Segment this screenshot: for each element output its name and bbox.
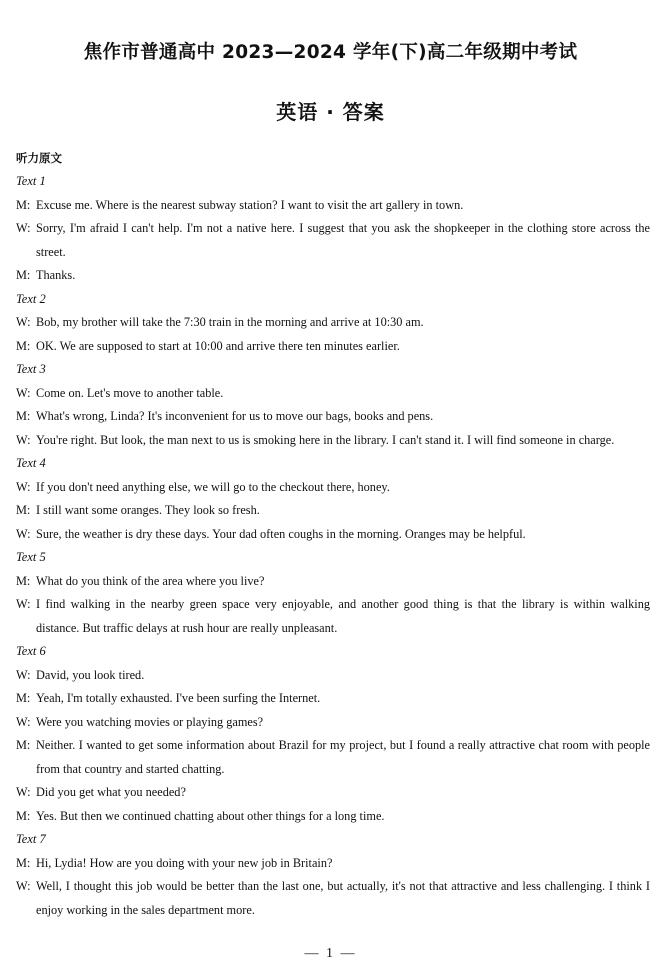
dialogue-text: Were you watching movies or playing games?	[36, 714, 264, 729]
speaker-label: M:	[16, 338, 31, 353]
dialogue-line	[16, 429, 650, 453]
transcript-body	[16, 170, 650, 922]
dialogue-text: Sure, the weather is dry these days. Your dad often coughs in the morning. Oranges may be helpful.	[36, 526, 526, 541]
dialogue-line	[16, 499, 650, 523]
dialogue-line	[16, 734, 650, 781]
dialogue-text: Sorry, I'm afraid I can't help. I'm not a native here. I suggest that you ask the shopkeeper in the clothing store across the street.	[36, 221, 650, 259]
dialogue-text: What do you think of the area where you live?	[36, 573, 265, 588]
dialogue-text: Yes. But then we continued chatting about other things for a long time.	[36, 808, 385, 823]
speaker-label: M:	[16, 573, 31, 588]
text-heading: Text 2	[16, 291, 46, 306]
dialogue-line	[16, 311, 650, 335]
dialogue-text: Did you get what you needed?	[36, 785, 186, 799]
dialogue-text: Hi, Lydia! How are you doing with your new job in Britain?	[36, 855, 333, 870]
dialogue-line	[16, 264, 650, 288]
dialogue-text: What's wrong, Linda? It's inconvenient for us to move our bags, books and pens.	[36, 409, 434, 423]
dialogue-line	[16, 687, 650, 711]
dialogue-text: Come on. Let's move to another table.	[36, 385, 224, 400]
speaker-label: M:	[16, 808, 31, 823]
dialogue-line	[16, 523, 650, 547]
speaker-label: M:	[16, 738, 31, 752]
dialogue-line	[16, 476, 650, 500]
dialogue-line	[16, 852, 650, 876]
speaker-label: M:	[16, 197, 31, 212]
section-label: 听力原文	[16, 151, 62, 165]
speaker-label: M:	[16, 691, 31, 705]
speaker-label: M:	[16, 503, 31, 517]
dialogue-text: I find walking in the nearby green space very enjoyable, and another good thing is that the library is within walking distance. But traffic delays at rush hour are really unpleasant.	[36, 597, 650, 635]
dialogue-text: Excuse me. Where is the nearest subway station? I want to visit the art gallery in town.	[36, 197, 464, 212]
text-heading: Text 1	[16, 174, 46, 188]
speaker-label: W:	[16, 879, 31, 893]
dialogue-line	[16, 382, 650, 406]
text-heading: Text 5	[16, 550, 46, 564]
speaker-label: W:	[16, 315, 31, 329]
speaker-label: W:	[16, 785, 31, 799]
dialogue-line	[16, 664, 650, 688]
dialogue-text: Neither. I wanted to get some information about Brazil for my project, but I found a really attractive chat room with people from that country and started chatting.	[36, 738, 650, 776]
speaker-label: W:	[16, 385, 31, 400]
text-heading: Text 6	[16, 644, 46, 658]
speaker-label: W:	[16, 597, 31, 611]
speaker-label: W:	[16, 667, 31, 682]
dialogue-line	[16, 570, 650, 594]
dialogue-text: David, you look tired.	[36, 667, 145, 682]
speaker-label: W:	[16, 479, 31, 494]
dialogue-text: Bob, my brother will take the 7:30 train in the morning and arrive at 10:30 am.	[36, 315, 424, 329]
speaker-label: W:	[16, 432, 31, 447]
text-heading: Text 4	[16, 456, 46, 470]
dialogue-text: Thanks.	[36, 268, 76, 282]
page-number: — 1 —	[304, 946, 357, 961]
speaker-label: M:	[16, 855, 31, 870]
dialogue-line	[16, 711, 650, 735]
dialogue-text: Yeah, I'm totally exhausted. I've been surfing the Internet.	[36, 691, 321, 705]
dialogue-text: If you don't need anything else, we will go to the checkout there, honey.	[36, 479, 390, 494]
dialogue-line	[16, 805, 650, 829]
dialogue-text: Well, I thought this job would be better than the last one, but actually, it's not that attractive and less challenging. I think I enjoy working in the sales department more.	[36, 879, 650, 917]
dialogue-line	[16, 875, 650, 922]
dialogue-text: You're right. But look, the man next to us is smoking here in the library. I can't stand it. I will find someone in charge.	[36, 432, 615, 447]
speaker-label: M:	[16, 409, 31, 423]
dialogue-line	[16, 405, 650, 429]
dialogue-line	[16, 593, 650, 640]
dialogue-line	[16, 194, 650, 218]
dialogue-line	[16, 335, 650, 359]
dialogue-line	[16, 217, 650, 264]
speaker-label: W:	[16, 714, 31, 729]
dialogue-text: OK. We are supposed to start at 10:00 and arrive there ten minutes earlier.	[36, 338, 400, 353]
dialogue-text: I still want some oranges. They look so fresh.	[36, 503, 260, 517]
document-title: 焦作市普通高中 2023—2024 学年(下)高二年级期中考试	[83, 42, 578, 63]
speaker-label: M:	[16, 268, 31, 282]
dialogue-line	[16, 781, 650, 805]
document-subtitle: 英语 · 答案	[276, 100, 385, 124]
speaker-label: W:	[16, 221, 31, 235]
text-heading: Text 7	[16, 832, 46, 846]
speaker-label: W:	[16, 526, 31, 541]
text-heading: Text 3	[16, 362, 46, 376]
